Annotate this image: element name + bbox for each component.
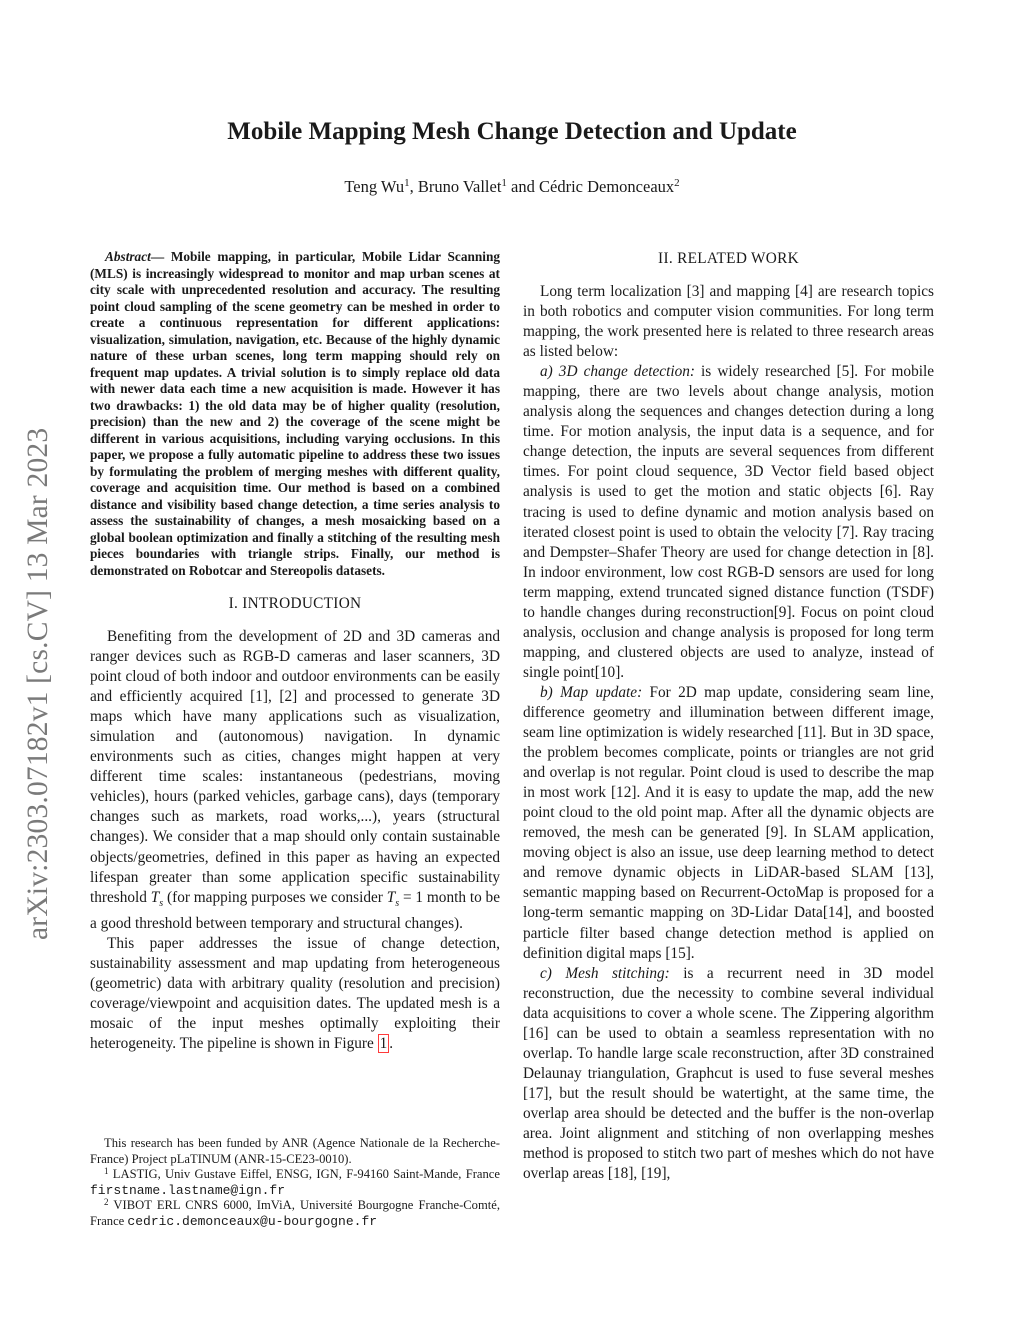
funding-footnote: This research has been funded by ANR (Agence Nationale de la Recherche-France) Project pLaTINUM (ANR-15-CE23-0010).: [90, 1136, 500, 1166]
affiliation-mark: 2: [674, 177, 680, 189]
affiliation-footnote: [90, 1198, 500, 1229]
abstract-text: Mobile mapping, in particular, Mobile Lidar Scanning (MLS) is increasingly widespread to monitor and map urban scenes at city scale with unprecedented resolution and accuracy. The resulting point cloud sampling of the scene geometry can be meshed in order to create a continuous representation for different applications: visualization, simulation, navigation, etc. Because of the highly dynamic nature of these urban scenes, long term mapping should rely on frequent map updates. A trivial solution is to simply replace old data with newer data each time a new acquisition is made. However it has two drawbacks: 1) the old data may be of higher quality (resolution, precision) than the new and 2) the coverage of the scene might be different in various acquisitions, including varying occlusions. In this paper, we propose a fully automatic pipeline to address these two issues by formulating the problem of merging meshes with different quality, coverage and acquisition time. Our method is based on a combined distance and visibility based change detection, a time series analysis to assess the sustainability of changes, a mesh mosaicking based on a global boolean optimization and finally a stitching of the resulting mesh pieces boundaries with triangle strips. Finally, our method is demonstrated on Robotcar and Stereopolis datasets.: [90, 249, 500, 578]
affiliation-footnote: [90, 1167, 500, 1198]
math-equals: = 1: [399, 888, 424, 906]
author-separator: and: [506, 177, 539, 196]
intro-paragraph: [90, 627, 500, 934]
intro-text: month to be a good threshold between temporary and structural changes).: [90, 888, 500, 932]
intro-text: This paper addresses the issue of change detection, sustainability assessment and map updating from heterogeneous (geometric) data with arbitrary quality (resolution and precision) coverage/viewpoint and acquisition dates. The updated mesh is a mosaic of the input meshes optimally exploiting their heterogeneity. The pipeline is shown in Figure: [90, 934, 500, 1052]
footnote-mark: 1: [104, 1166, 109, 1177]
footnote-text: LASTIG, Univ Gustave Eiffel, ENSG, IGN, F-94160 Saint-Mande, France: [108, 1167, 500, 1182]
left-column: [90, 249, 500, 1054]
section-heading-related-work: II. RELATED WORK: [658, 250, 799, 267]
author-name: Cédric Demonceaux: [539, 177, 675, 196]
author-line: [90, 177, 934, 197]
footnote-text: VIBOT ERL CNRS 6000, ImViA, Université Bourgogne Franche-Comté, France: [90, 1198, 500, 1228]
email-address: firstname.lastname@ign.fr: [90, 1182, 286, 1198]
related-paragraph: Long term localization [3] and mapping [4] are research topics in both robotics and computer vision communities. For long term mapping, the work presented here is related to three research areas as listed below:: [523, 283, 934, 361]
math-subscript: s: [159, 897, 164, 909]
subsection-label: b) Map update:: [540, 683, 643, 701]
author-name: Teng Wu: [344, 177, 405, 196]
math-subscript: s: [395, 897, 400, 909]
intro-paragraph: [90, 934, 500, 1054]
math-equation: [386, 888, 424, 909]
math-symbol: T: [150, 888, 160, 906]
footnote-mark: 2: [104, 1197, 109, 1208]
footnotes: [90, 1136, 500, 1230]
subsection-label: a) 3D change detection:: [540, 363, 695, 381]
figure-reference-link[interactable]: 1: [379, 1034, 388, 1052]
related-paragraph: [523, 964, 934, 1185]
affiliation-mark: 1: [404, 177, 410, 189]
intro-text: .: [389, 1034, 394, 1052]
subsection-label: c) Mesh stitching:: [540, 964, 670, 982]
section-heading-introduction: I. INTRODUCTION: [228, 595, 362, 612]
abstract-dash: —: [150, 249, 171, 264]
related-paragraph: [523, 362, 934, 683]
subsection-text: For 2D map update, considering seam line, difference geometry and illumination between different image, seam line optimization is widely researched [11]. But in 3D space, the problem becomes complicate, points or triangles are not grid and overlap is not regular. Point cloud is used to describe the map in most work [12]. And it is easy to update the map, add the new point cloud to the old point map. After all the dynamic objects are removed, the mesh can be generated [9]. In SLAM application, moving object is also an issue, use deep learning method to detect and remove dynamic objects in LiDAR-based SLAM [13], semantic mapping based on Recurrent-OctoMap is proposed for a long-term semantic mapping on 3D-Lidar Data[14], and boosted particle filter based change detection method is applied on definition digital maps [15].: [523, 683, 934, 962]
arxiv-side-identifier: arXiv:2303.07182v1 [cs.CV] 13 Mar 2023: [22, 427, 54, 940]
math-threshold: [150, 888, 164, 909]
subsection-text: is widely researched [5]. For mobile mapping, there are two levels about change analysis, motion analysis along the sequences and changes detection during a long time. For motion analysis, the input data is a sequence, and for change detection, the inputs are several sequences from different times. For point cloud sequence, 3D Vector field based object analysis is used to get the motion and static objects [6]. Ray tracing is used to define dynamic and motion analysis based on iterated closest point is used to obtain the velocity [7]. Ray tracing and Dempster–Shafer Theory are used for change detection in [8]. In indoor environment, low cost RGB-D sensors are used for long term mapping, extend truncated signed distance function (TSDF) to handle changes during reconstruction[9]. Focus on point cloud analysis, occlusion and change analysis is proposed for long term mapping, and clustered objects are used to analyze, instead of single point[10].: [523, 363, 935, 681]
intro-text: Benefiting from the development of 2D and 3D cameras and ranger devices such as RGB-D cameras and laser scanners, 3D point cloud of both indoor and outdoor environments can be easily and efficiently acquired [1], [2] and processed to generate 3D maps which have many applications such as visualization, simulation and (autonomous) navigation. In dynamic environments such as cities, changes might happen at very different time scales: instantaneous (pedestrians, moving vehicles), hours (parked vehicles, garbage cans), days (temporary changes such as markets, road works,...), years (structural changes). We consider that a map should only contain sustainable objects/geometries, defined in this paper as having an expected lifespan greater than some application specific sustainability threshold: [90, 628, 500, 906]
subsection-text: is a recurrent need in 3D model reconstruction, due the necessity to combine several individual data acquisitions to cover a whole scene. The Zippering algorithm [16] can be used to obtain a seamless representation with no overlap. To handle large scale reconstruction, after 3D constrained Delaunay triangulation, Graphcut is used to fuse several meshes [17], but the result should be watertight, at the same time, the overlap area should be detected and the buffer is the non-overlap area. Joint alignment and stitching of non overlapping meshes method is proposed to stitch two part of meshes which do not have overlap areas [18], [19],: [523, 964, 934, 1183]
abstract-label: Abstract: [105, 249, 151, 264]
intro-text: (for mapping purposes we consider: [163, 888, 387, 906]
email-address: cedric.demonceaux@u-bourgogne.fr: [127, 1213, 378, 1229]
abstract: [90, 249, 500, 579]
math-symbol: T: [386, 888, 396, 906]
related-paragraph: [523, 683, 934, 964]
author-separator: ,: [409, 177, 418, 196]
author-name: Bruno Vallet: [417, 177, 502, 196]
paper-title: Mobile Mapping Mesh Change Detection and Update: [227, 118, 797, 145]
right-column: [523, 249, 934, 1184]
affiliation-mark: 1: [501, 177, 507, 189]
